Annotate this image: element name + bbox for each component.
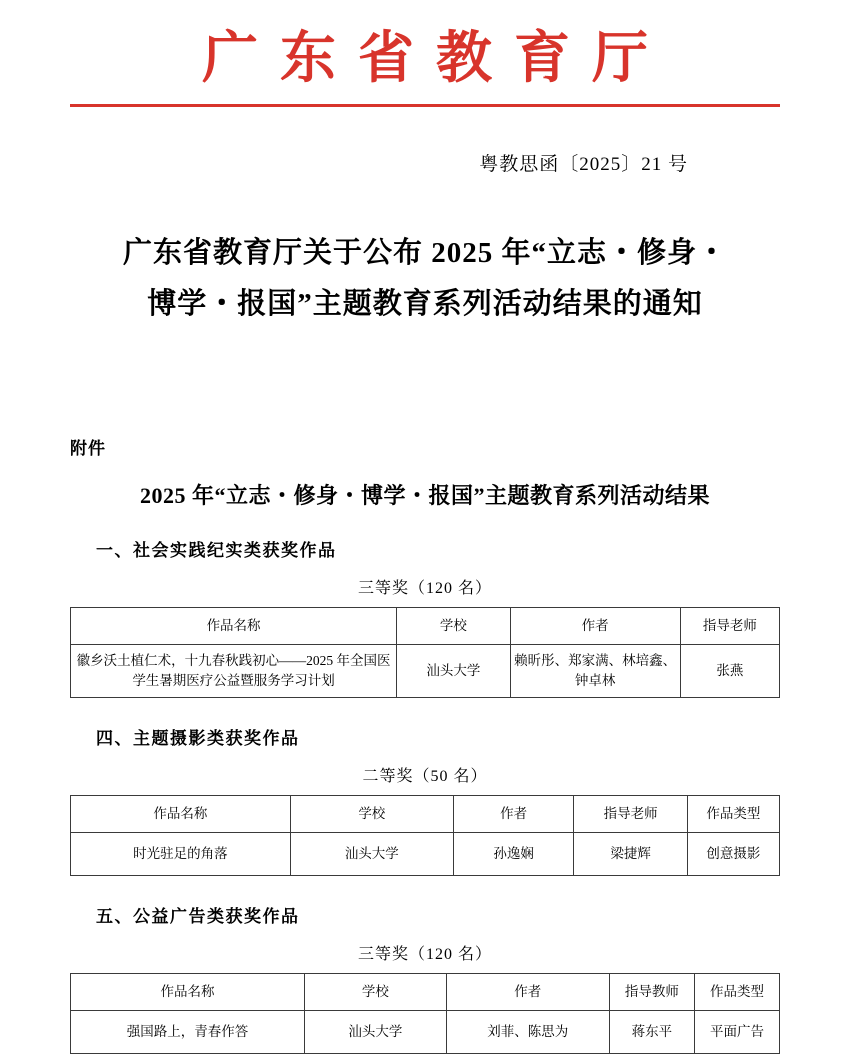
column-header-name: 作品名称 bbox=[71, 974, 305, 1011]
column-header-teacher: 指导老师 bbox=[574, 796, 687, 833]
cell-type: 创意摄影 bbox=[687, 833, 779, 876]
issuing-authority-title: 广东省教育厅 bbox=[202, 25, 670, 91]
column-header-school: 学校 bbox=[304, 974, 446, 1011]
document-number: 粤教思函〔2025〕21 号 bbox=[479, 154, 688, 176]
column-header-authors: 作者 bbox=[453, 796, 574, 833]
cell-work-name: 徽乡沃土植仁术，十九春秋践初心——2025 年全国医学生暑期医疗公益暨服务学习计划 bbox=[71, 644, 397, 698]
column-header-authors: 作者 bbox=[446, 974, 609, 1011]
column-header-name: 作品名称 bbox=[71, 607, 397, 644]
award-level-2: 二等奖（50 名） bbox=[362, 768, 488, 786]
table-row bbox=[71, 644, 780, 698]
cell-authors: 刘菲、陈思为 bbox=[446, 1011, 609, 1054]
masthead bbox=[70, 0, 780, 107]
attachment-title: 2025 年“立志・修身・博学・报国”主题教育系列活动结果 bbox=[139, 482, 710, 508]
column-header-school: 学校 bbox=[290, 796, 453, 833]
page-title-line-2: 博学・报国”主题教育系列活动结果的通知 bbox=[147, 288, 703, 321]
section-heading-1: 一、社会实践纪实类获奖作品 bbox=[96, 540, 337, 560]
cell-school: 汕头大学 bbox=[397, 644, 510, 698]
masthead-divider bbox=[70, 104, 780, 107]
award-table-2 bbox=[70, 795, 780, 876]
table-row bbox=[71, 1011, 780, 1054]
page-title-line-1: 广东省教育厅关于公布 2025 年“立志・修身・ bbox=[122, 237, 727, 270]
section-heading-2: 四、主题摄影类获奖作品 bbox=[96, 729, 300, 749]
cell-type: 平面广告 bbox=[694, 1011, 779, 1054]
column-header-authors: 作者 bbox=[510, 607, 680, 644]
column-header-name: 作品名称 bbox=[71, 796, 291, 833]
column-header-teacher: 指导老师 bbox=[680, 607, 779, 644]
award-level-1: 三等奖（120 名） bbox=[357, 579, 492, 597]
column-header-school: 学校 bbox=[397, 607, 510, 644]
award-level-3: 三等奖（120 名） bbox=[357, 946, 492, 964]
table-header-row bbox=[71, 974, 780, 1011]
column-header-type: 作品类型 bbox=[687, 796, 779, 833]
cell-work-name: 时光驻足的角落 bbox=[71, 833, 291, 876]
table-row bbox=[71, 833, 780, 876]
award-table-1 bbox=[70, 607, 780, 699]
cell-school: 汕头大学 bbox=[290, 833, 453, 876]
section-heading-3: 五、公益广告类获奖作品 bbox=[96, 907, 300, 927]
table-header-row bbox=[71, 796, 780, 833]
attachment-label: 附件 bbox=[70, 438, 106, 458]
page-title bbox=[70, 228, 780, 330]
document-number-row bbox=[70, 149, 780, 176]
cell-teacher: 梁捷辉 bbox=[574, 833, 687, 876]
cell-authors: 孙逸娴 bbox=[453, 833, 574, 876]
cell-authors: 赖昕彤、郑家满、林培鑫、钟卓林 bbox=[510, 644, 680, 698]
cell-work-name: 强国路上，青春作答 bbox=[71, 1011, 305, 1054]
table-header-row bbox=[71, 607, 780, 644]
cell-teacher: 张燕 bbox=[680, 644, 779, 698]
award-table-3 bbox=[70, 973, 780, 1054]
column-header-teacher: 指导教师 bbox=[609, 974, 694, 1011]
cell-school: 汕头大学 bbox=[304, 1011, 446, 1054]
column-header-type: 作品类型 bbox=[694, 974, 779, 1011]
cell-teacher: 蒋东平 bbox=[609, 1011, 694, 1054]
